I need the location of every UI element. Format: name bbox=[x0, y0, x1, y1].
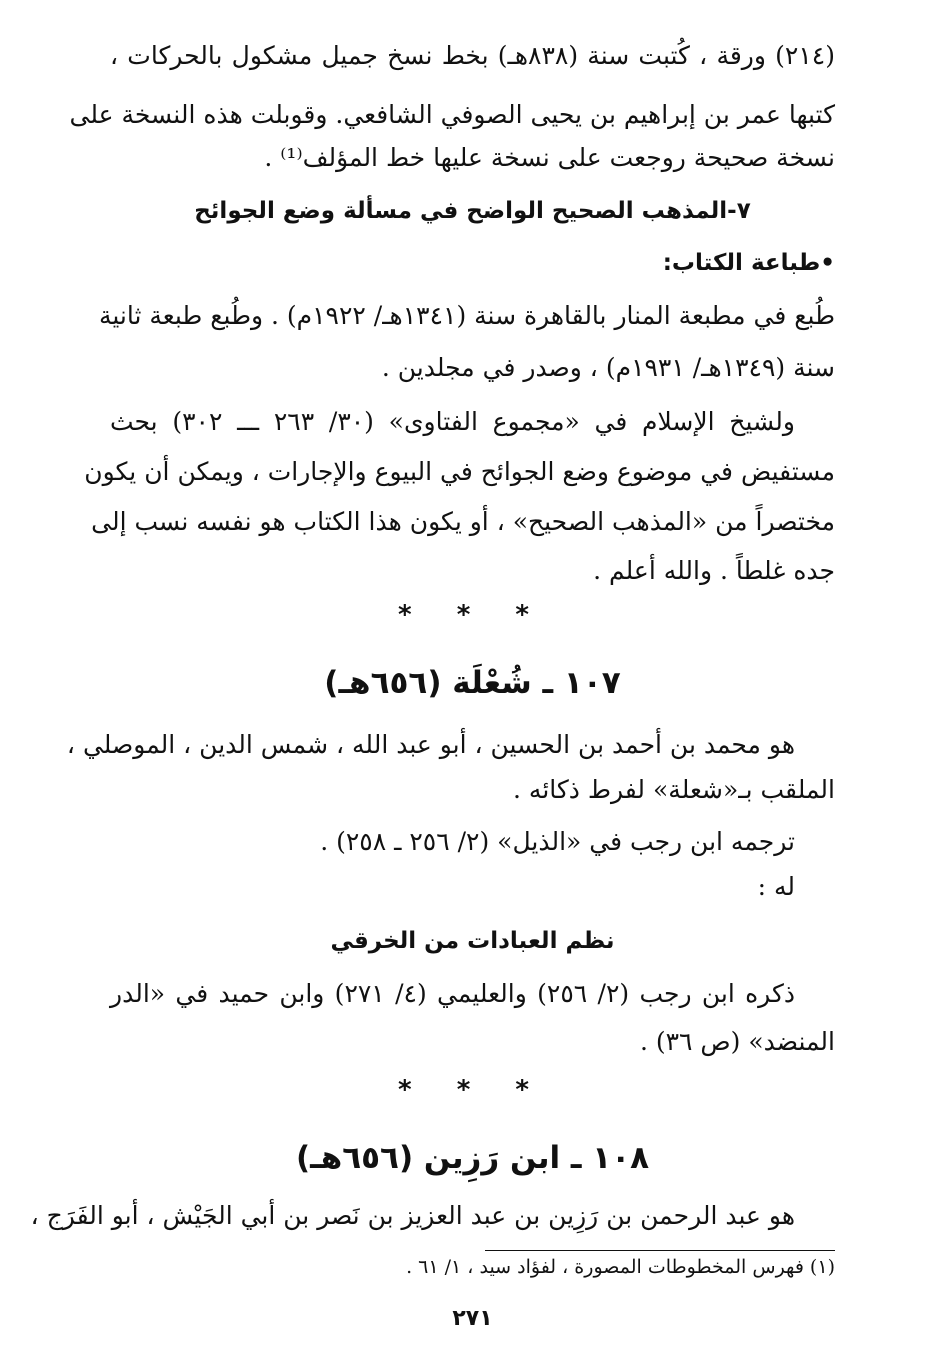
section-heading: ٧-المذهب الصحيح الواضح في مسألة وضع الجوائح bbox=[194, 198, 751, 224]
text-line: هو عبد الرحمن بن رَزِين بن عبد العزيز بن نَصر بن أبي الجَيْش ، أبو الفَرَج ، bbox=[30, 1201, 795, 1230]
text-line: جده غلطاً . والله أعلم . bbox=[593, 556, 835, 585]
book-title: نظم العبادات من الخرقي bbox=[330, 928, 615, 954]
text-line: مختصراً من «المذهب الصحيح» ، أو يكون هذا الكتاب هو نفسه نسب إلى bbox=[91, 507, 835, 536]
text-line: مستفيض في موضوع وضع الجوائح في البيوع والإجارات ، ويمكن أن يكون bbox=[84, 457, 835, 486]
text-line: (٢١٤) ورقة ، كُتبت سنة (٨٣٨هـ) بخط نسخ جميل مشكول بالحركات ، bbox=[110, 41, 835, 70]
separator-stars: * * * bbox=[398, 1075, 547, 1105]
text-line: المنضد» (ص ٣٦) . bbox=[639, 1027, 835, 1056]
footnote: (١) فهرس المخطوطات المصورة ، لفؤاد سيد ، ١/ ٦١ . bbox=[406, 1256, 835, 1278]
text-line: هو محمد بن أحمد بن الحسين ، أبو عبد الله ، شمس الدين ، الموصلي ، bbox=[66, 730, 795, 759]
text-line: نسخة صحيحة روجعت على نسخة عليها خط المؤلف⁽¹⁾ . bbox=[264, 143, 835, 172]
text-line: ترجمه ابن رجب في «الذيل» (٢/ ٢٥٦ ـ ٢٥٨) . bbox=[320, 827, 795, 856]
text-line: طُبع في مطبعة المنار بالقاهرة سنة (١٣٤١هـ/ ١٩٢٢م) . وطُبع طبعة ثانية bbox=[98, 301, 835, 330]
entry-title: ١٠٨ ـ ابن رَزِين (٦٥٦هـ) bbox=[295, 1140, 650, 1176]
footnote-divider bbox=[485, 1250, 835, 1251]
text-line: سنة (١٣٤٩هـ/ ١٩٣١م) ، وصدر في مجلدين . bbox=[381, 353, 835, 382]
text-line: الملقب بـ«شعلة» لفرط ذكائه . bbox=[513, 775, 835, 804]
subheading: •طباعة الكتاب: bbox=[662, 250, 835, 276]
text-line: كتبها عمر بن إبراهيم بن يحيى الصوفي الشافعي. وقوبلت هذه النسخة على bbox=[69, 100, 835, 129]
text-line: ذكره ابن رجب (٢/ ٢٥٦) والعليمي (٤/ ٢٧١) وابن حميد في «الدر bbox=[110, 979, 796, 1008]
page-number: ٢٧١ bbox=[452, 1306, 493, 1331]
text-line: له : bbox=[757, 872, 795, 901]
separator-stars: * * * bbox=[398, 600, 547, 630]
entry-title: ١٠٧ ـ شُعْلَة (٦٥٦هـ) bbox=[324, 665, 621, 701]
text-line: ولشيخ الإسلام في «مجموع الفتاوى» (٣٠/ ٢٦٣ ـــ ٣٠٢) بحث bbox=[110, 407, 795, 436]
